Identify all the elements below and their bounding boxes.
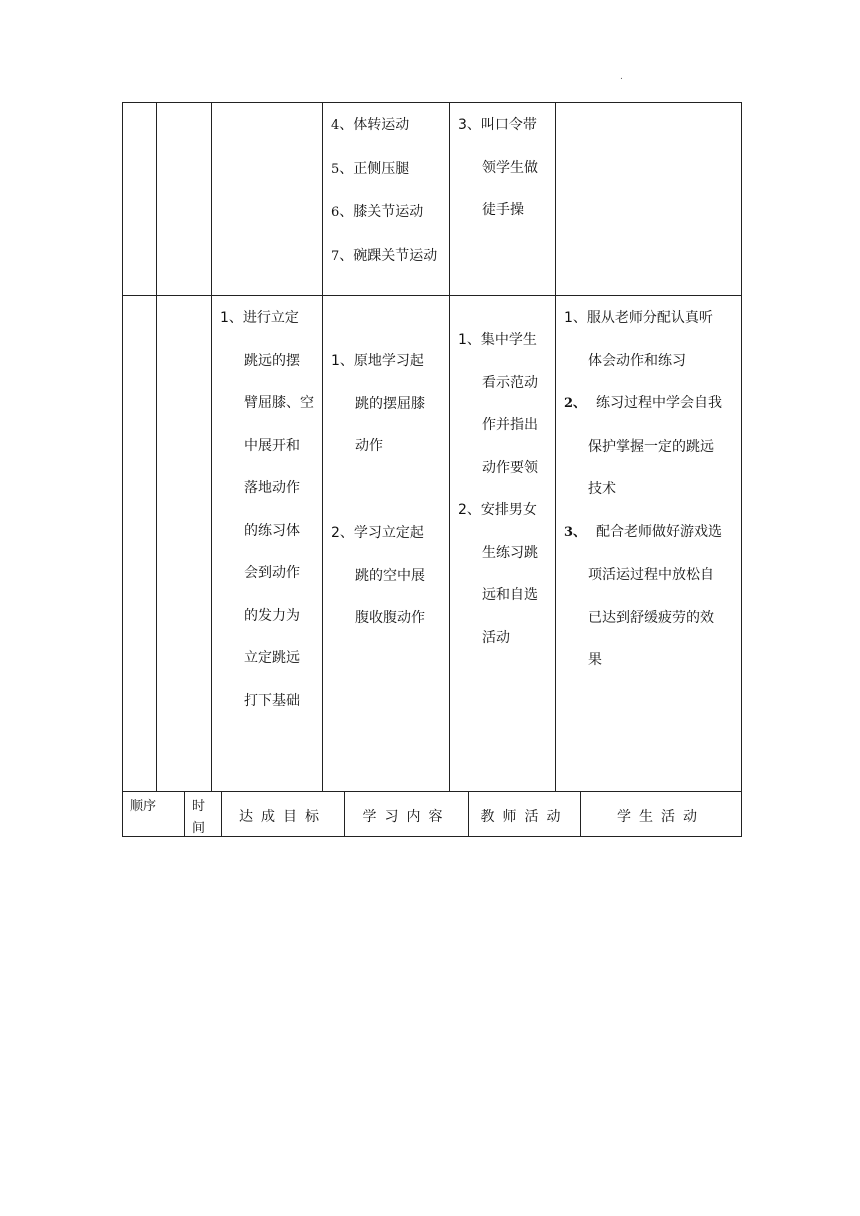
content-line: 跳的摆屈膝 (355, 395, 425, 412)
content-line: 跳的空中展 (355, 567, 425, 584)
teacher-line: 3、叫口令带 (458, 117, 537, 133)
row2-content-cell-b (331, 512, 425, 640)
header-teacher: 教师活动 (480, 809, 569, 825)
student-line: 果 (588, 652, 602, 668)
teacher-line: 领学生做 (482, 159, 538, 176)
content-item (331, 235, 437, 279)
item-text: 、体转运动 (339, 117, 410, 133)
teacher-line: 看示范动 (482, 374, 538, 391)
goal-line: 中展开和 (244, 437, 300, 454)
header-time-a: 时 (192, 799, 206, 814)
student-line: 已达到舒缓疲劳的效 (588, 609, 714, 626)
goal-line: 1、进行立定 (220, 310, 299, 326)
col-divider (555, 102, 556, 791)
teacher-line: 远和自选 (482, 587, 538, 603)
header-order: 顺序 (130, 799, 157, 814)
item-number: 7 (331, 248, 340, 264)
teacher-line: 2、安排男女 (458, 502, 537, 518)
content-item (331, 148, 437, 192)
col-divider (449, 102, 450, 791)
goal-line: 的练习体 (244, 522, 300, 539)
student-line: 保护掌握一定的跳远 (588, 438, 714, 455)
student-item (564, 511, 722, 555)
row2-teacher-cell (458, 319, 538, 659)
content-line: 2、学习立定起 (331, 525, 424, 541)
teacher-line: 1、集中学生 (458, 332, 537, 348)
student-line: 体会动作和练习 (588, 352, 686, 369)
header-student: 学生活动 (617, 809, 705, 825)
item-number: 2、 (564, 396, 587, 411)
table-border-top (122, 102, 742, 103)
goal-line: 落地动作 (244, 480, 300, 496)
col-divider (211, 102, 212, 791)
teacher-line: 徒手操 (482, 202, 524, 218)
student-line: 配合老师做好游戏选 (596, 523, 723, 540)
item-text: 、膝关节运动 (339, 204, 424, 220)
goal-line: 立定跳远 (244, 650, 300, 666)
item-number: 3、 (564, 524, 587, 540)
teacher-line: 生练习跳 (482, 544, 538, 561)
header-col-divider (184, 791, 185, 836)
header-content: 学习内容 (362, 809, 451, 825)
student-line: 练习过程中学会自我 (596, 395, 723, 411)
content-line: 腹收腹动作 (355, 610, 425, 626)
table-border-left (122, 102, 123, 837)
header-row-top (122, 791, 742, 792)
goal-line: 的发力为 (244, 607, 300, 624)
row2-goal-cell (220, 297, 314, 722)
content-line: 动作 (355, 438, 383, 454)
row1-teacher-cell (458, 104, 538, 232)
page-mark: . (620, 72, 623, 82)
item-number: 6 (331, 205, 340, 220)
teacher-line: 作并指出 (482, 417, 538, 433)
content-line: 1、原地学习起 (331, 353, 424, 369)
student-line: 技术 (588, 481, 616, 497)
table-border-bottom (122, 836, 742, 837)
item-number: 5 (331, 161, 340, 177)
teacher-line: 动作要领 (482, 459, 538, 476)
goal-line: 会到动作 (244, 565, 300, 581)
item-number: 4 (331, 118, 340, 133)
table-border-right (741, 102, 742, 837)
col-divider (322, 102, 323, 791)
content-item (331, 191, 437, 235)
goal-line: 跳远的摆 (244, 352, 300, 369)
content-item (331, 104, 437, 148)
student-line: 1、服从老师分配认真听 (564, 310, 713, 326)
row1-content-cell (331, 104, 437, 278)
goal-line: 臂屈膝、空 (244, 395, 314, 411)
student-item (564, 382, 722, 426)
header-goal: 达成目标 (239, 809, 327, 825)
goal-line: 打下基础 (244, 692, 300, 709)
row2-content-cell (331, 340, 425, 468)
row-divider (122, 295, 742, 296)
item-text: 、碗踝关节运动 (339, 247, 438, 264)
row2-student-cell (564, 297, 722, 682)
teacher-line: 活动 (482, 629, 510, 646)
col-divider (156, 102, 157, 791)
student-line: 项活运过程中放松自 (588, 567, 714, 583)
header-time-b: 间 (192, 821, 206, 836)
item-text: 、正侧压腿 (339, 160, 410, 177)
